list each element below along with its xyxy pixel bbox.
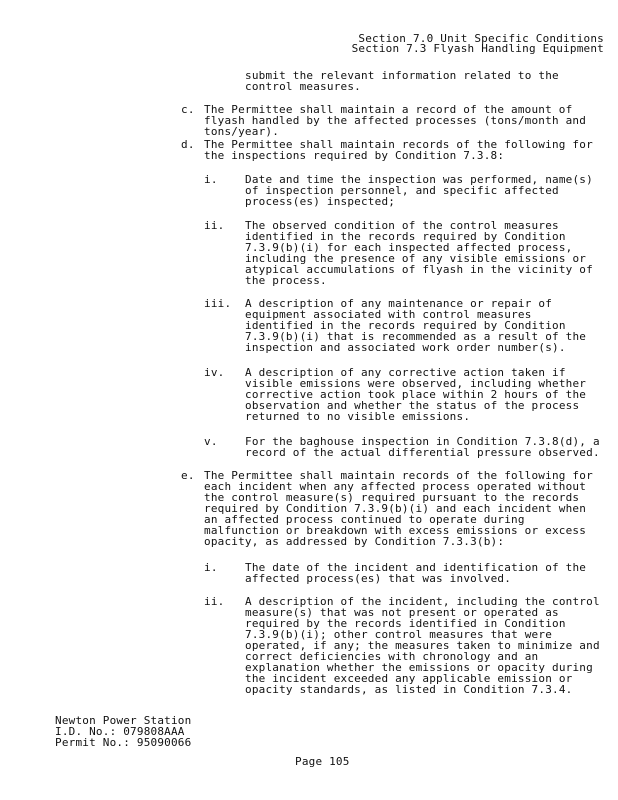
- subsection-heading: Section 7.3 Flyash Handling Equipment: [351, 42, 604, 55]
- item-e-ii-text: A description of the incident, including the control measure(s) that was not present or operated as required by the records identified in Condition 7.3.9(b)(i); other control measures that were operated, if any; the measures taken to minimize and correct deficiencies with chronology and an explanation whether the emissions or opacity during the incident exceeded any applicable emission or opacity standards, as listed in Condition 7.3.4.: [245, 595, 607, 696]
- item-d-iii-text: A description of any maintenance or repair of equipment associated with control measures identified in the records required by Condition 7.3.9(b)(i) that is recommended as a result of the inspection and associated work order number(s).: [245, 297, 593, 354]
- item-c-text: The Permittee shall maintain a record of the amount of flyash handled by the affected processes (tons/month and tons/year).: [204, 103, 593, 138]
- continuation-paragraph: submit the relevant information related to the control measures.: [245, 69, 566, 93]
- item-d-v-label: v.: [204, 435, 218, 448]
- footer-permit-number: Permit No.: 95090066: [55, 736, 192, 749]
- item-e-label: e.: [181, 469, 195, 482]
- item-d-iv-label: iv.: [204, 366, 225, 379]
- page-number: Page 105: [295, 755, 350, 768]
- item-e-text: The Permittee shall maintain records of the following for each incident when any affected process operated without the control measure(s) required pursuant to the records required by Condition 7.3.9(b)(i) and each incident when an affected process continued to operate during malfunction or breakdown with excess emissions or excess opacity, as addressed by Condition 7.3.3(b):: [204, 469, 600, 548]
- item-e-ii-label: ii.: [204, 595, 225, 608]
- footer-station: Newton Power Station: [55, 714, 192, 727]
- item-e-i-label: i.: [204, 561, 218, 574]
- item-d-iv-text: A description of any corrective action taken if visible emissions were observed, including whether corrective action took place within 2 hours of the observation and whether the status of the process returned to no visible emissions.: [245, 366, 593, 423]
- item-d-label: d.: [181, 138, 195, 151]
- item-d-text: The Permittee shall maintain records of the following for the inspections required by Condition 7.3.8:: [204, 138, 600, 162]
- item-e-i-text: The date of the incident and identification of the affected process(es) that was involved.: [245, 561, 593, 585]
- item-d-i-label: i.: [204, 173, 218, 186]
- item-d-i-text: Date and time the inspection was performed, name(s) of inspection personnel, and specific affected process(es) inspected;: [245, 173, 600, 208]
- item-d-v-text: For the baghouse inspection in Condition 7.3.8(d), a record of the actual differential pressure observed.: [245, 435, 607, 459]
- section-heading: Section 7.0 Unit Specific Conditions: [358, 32, 604, 45]
- item-d-ii-label: ii.: [204, 219, 225, 232]
- item-d-iii-label: iii.: [204, 297, 232, 310]
- footer-id-number: I.D. No.: 079808AAA: [55, 725, 185, 738]
- item-d-ii-text: The observed condition of the control measures identified in the records required by Condition 7.3.9(b)(i) for each inspected affected process, including the presence of any visible emissions or atypical accumulations of flyash in the vicinity of the process.: [245, 219, 600, 287]
- item-c-label: c.: [181, 103, 195, 116]
